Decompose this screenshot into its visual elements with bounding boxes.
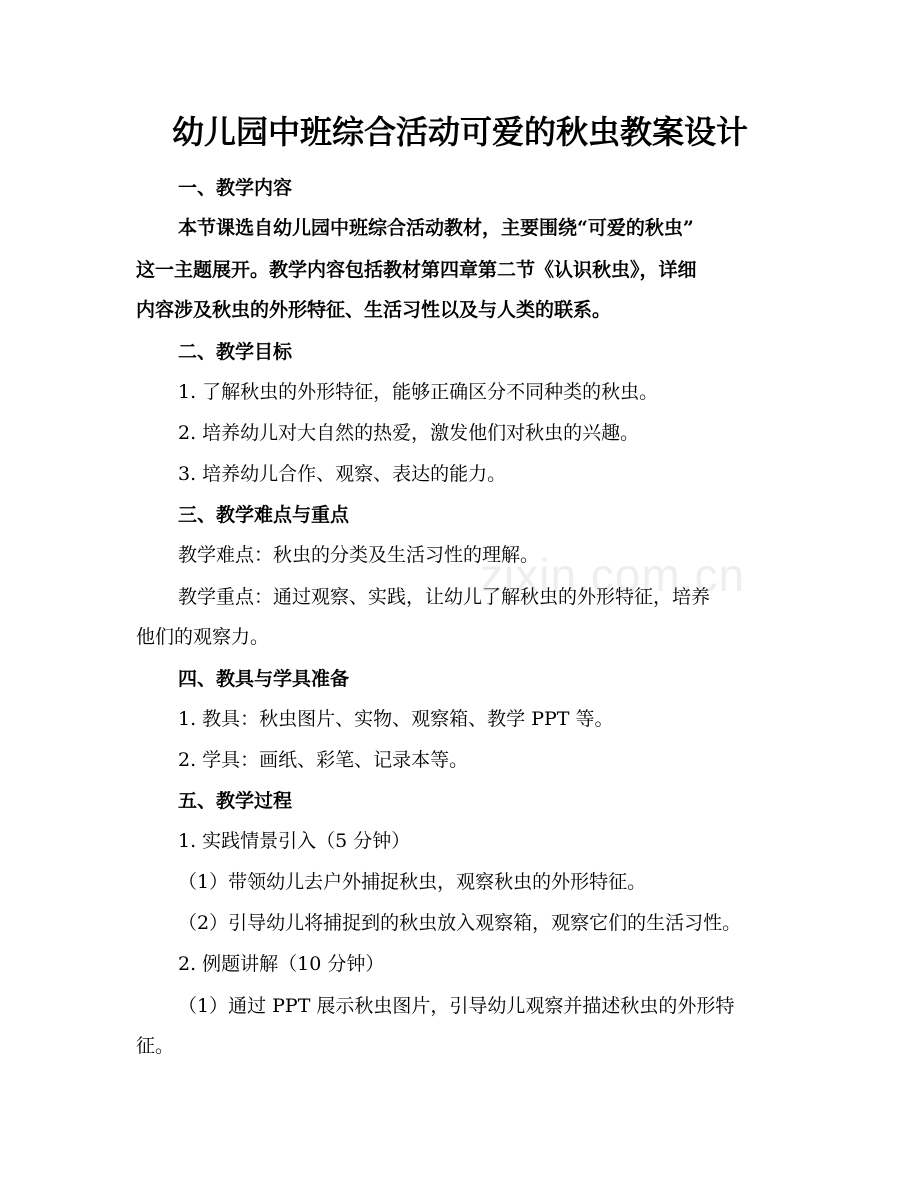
paragraph-line: 教学重点：通过观察、实践，让幼儿了解秋虫的外形特征，培养 [178, 586, 711, 608]
list-item: 1. 教具：秋虫图片、实物、观察箱、教学 PPT 等。 [178, 708, 614, 730]
list-item: 2. 培养幼儿对大自然的热爱，激发他们对秋虫的兴趣。 [178, 422, 640, 444]
list-item: 3. 培养幼儿合作、观察、表达的能力。 [178, 463, 507, 485]
paragraph-line: 本节课选自幼儿园中班综合活动教材，主要围绕“可爱的秋虫” [178, 217, 694, 239]
list-item: 2. 例题讲解（10 分钟） [178, 953, 385, 975]
list-item: （2）引导幼儿将捕捉到的秋虫放入观察箱，观察它们的生活习性。 [178, 912, 742, 934]
list-item: （1）带领幼儿去户外捕捉秋虫，观察秋虫的外形特征。 [178, 871, 647, 893]
section-heading-process: 五、教学过程 [178, 790, 293, 812]
paragraph-line: 这一主题展开。教学内容包括教材第四章第二节《认识秋虫》，详细 [136, 259, 697, 281]
paragraph-line: 教学难点：秋虫的分类及生活习性的理解。 [178, 544, 540, 566]
list-item: 1. 实践情景引入（5 分钟） [178, 830, 411, 852]
list-item: 1. 了解秋虫的外形特征，能够正确区分不同种类的秋虫。 [178, 381, 659, 403]
list-item: （1）通过 PPT 展示秋虫图片，引导幼儿观察并描述秋虫的外形特 [178, 995, 735, 1017]
section-heading-objectives: 二、教学目标 [178, 341, 293, 363]
section-heading-content: 一、教学内容 [178, 177, 293, 199]
paragraph-line: 他们的观察力。 [136, 626, 270, 648]
document-title: 幼儿园中班综合活动可爱的秋虫教案设计 [171, 113, 748, 151]
section-heading-key-points: 三、教学难点与重点 [178, 504, 350, 526]
list-item: 2. 学具：画纸、彩笔、记录本等。 [178, 749, 469, 771]
watermark: zixin.com.cn [480, 549, 746, 601]
list-item: 征。 [136, 1035, 175, 1057]
paragraph-line: 内容涉及秋虫的外形特征、生活习性以及与人类的联系。 [136, 299, 612, 321]
section-heading-materials: 四、教具与学具准备 [178, 668, 350, 690]
